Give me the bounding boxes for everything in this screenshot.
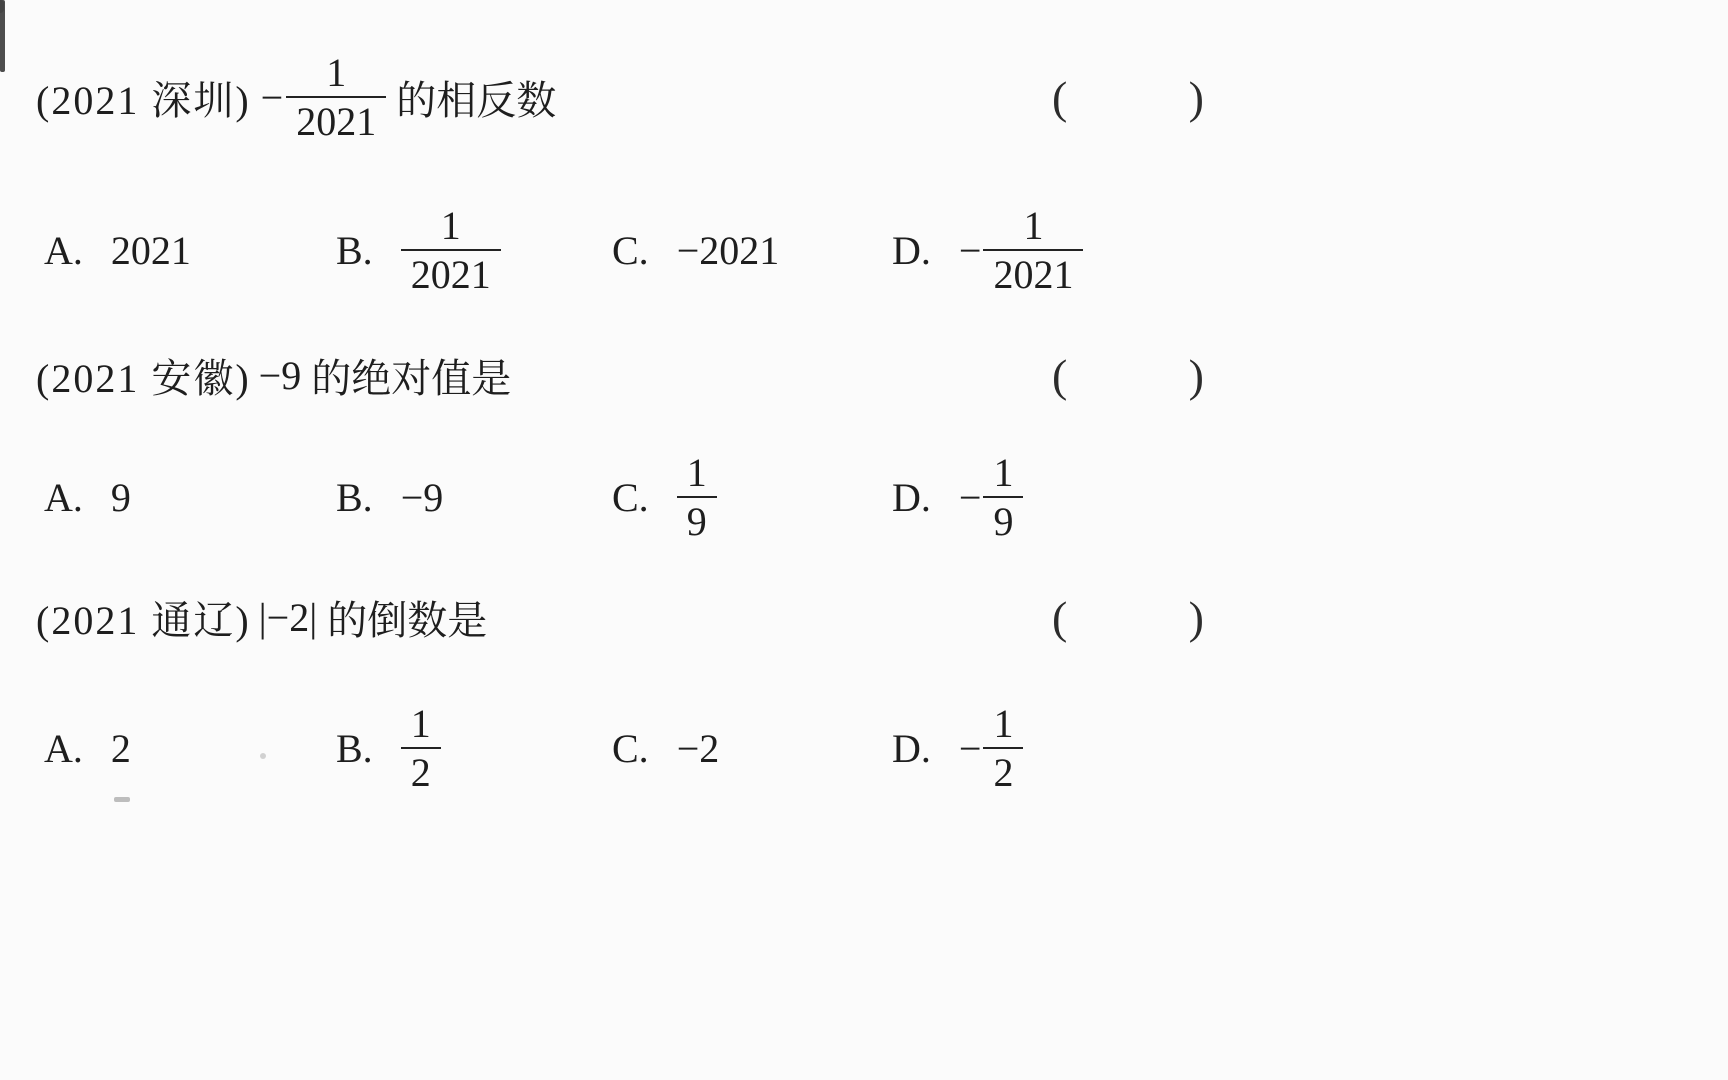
answer-parentheses	[1052, 349, 1204, 402]
option-value: −2021	[676, 227, 780, 273]
question-2-text: 的绝对值是	[311, 355, 512, 401]
fraction-denominator: 2021	[983, 249, 1083, 298]
option-label: C.	[612, 474, 649, 520]
option-fraction	[401, 700, 441, 796]
question-3-options	[44, 688, 1204, 808]
question-1-options	[44, 190, 1204, 310]
option-value: 2	[110, 725, 131, 771]
option-label: B.	[336, 474, 373, 520]
fraction-numerator: 1	[440, 202, 461, 248]
question-3-option-c	[612, 725, 892, 772]
option-value: −2	[676, 725, 720, 771]
question-3-option-a	[44, 725, 336, 772]
question-1-option-a	[44, 227, 336, 274]
question-3-option-b	[336, 700, 612, 796]
minus-sign: −	[958, 474, 982, 520]
option-label: C.	[612, 725, 649, 771]
question-1-text: 的相反数	[396, 77, 557, 123]
question-1-option-d	[892, 202, 1204, 298]
minus-sign: −	[958, 227, 982, 273]
question-3-source: (2021 通辽)	[36, 597, 251, 643]
question-3-stem	[36, 590, 1204, 644]
option-fraction	[983, 449, 1023, 545]
question-2-stem	[36, 348, 1204, 402]
answer-parentheses	[1052, 591, 1204, 644]
paren-close: )	[1188, 71, 1204, 123]
fraction-denominator: 2021	[286, 96, 386, 145]
option-label: D.	[892, 725, 931, 771]
option-label: B.	[336, 227, 373, 273]
paren-open: (	[1052, 349, 1068, 401]
option-label: B.	[336, 725, 373, 771]
paren-open: (	[1052, 591, 1068, 643]
fraction-numerator: 1	[993, 449, 1014, 495]
question-2-option-c	[612, 449, 892, 545]
option-fraction	[983, 202, 1083, 298]
option-value: −9	[400, 474, 444, 520]
stem-fraction	[286, 49, 386, 145]
option-fraction	[677, 449, 717, 545]
question-2-math: −9	[258, 352, 302, 398]
minus-sign: −	[958, 725, 982, 771]
question-2-source: (2021 安徽)	[36, 355, 251, 401]
option-label: C.	[612, 227, 649, 273]
option-label: A.	[44, 474, 83, 520]
paren-open: (	[1052, 71, 1068, 123]
option-value: 9	[110, 474, 131, 520]
question-2-options	[44, 437, 1204, 557]
fraction-numerator: 1	[1023, 202, 1044, 248]
question-3-math: |−2|	[258, 594, 318, 640]
option-label: D.	[892, 227, 931, 273]
option-label: A.	[44, 227, 83, 273]
fraction-denominator: 2	[401, 747, 441, 796]
answer-parentheses	[1052, 71, 1204, 124]
question-2-option-b	[336, 474, 612, 521]
question-1-stem	[36, 40, 1204, 154]
question-1-source: (2021 深圳)	[36, 77, 251, 123]
fraction-numerator: 1	[686, 449, 707, 495]
fraction-denominator: 9	[983, 496, 1023, 545]
fraction-numerator: 1	[326, 49, 347, 95]
fraction-denominator: 9	[677, 496, 717, 545]
option-value: 2021	[110, 227, 191, 273]
question-3-text: 的倒数是	[327, 597, 488, 643]
option-label: A.	[44, 725, 83, 771]
fraction-numerator: 1	[993, 700, 1014, 746]
option-fraction	[401, 202, 501, 298]
option-fraction	[983, 700, 1023, 796]
question-number-cutoff-dot	[0, 0, 4, 13]
question-1-option-b	[336, 202, 612, 298]
paren-close: )	[1188, 591, 1204, 643]
minus-sign: −	[260, 74, 284, 120]
fraction-denominator: 2	[983, 747, 1023, 796]
question-2-option-a	[44, 474, 336, 521]
option-label: D.	[892, 474, 931, 520]
paren-close: )	[1188, 349, 1204, 401]
question-1-option-c	[612, 227, 892, 274]
question-3-option-d	[892, 700, 1204, 796]
fraction-denominator: 2021	[401, 249, 501, 298]
fraction-numerator: 1	[410, 700, 431, 746]
question-2-option-d	[892, 449, 1204, 545]
